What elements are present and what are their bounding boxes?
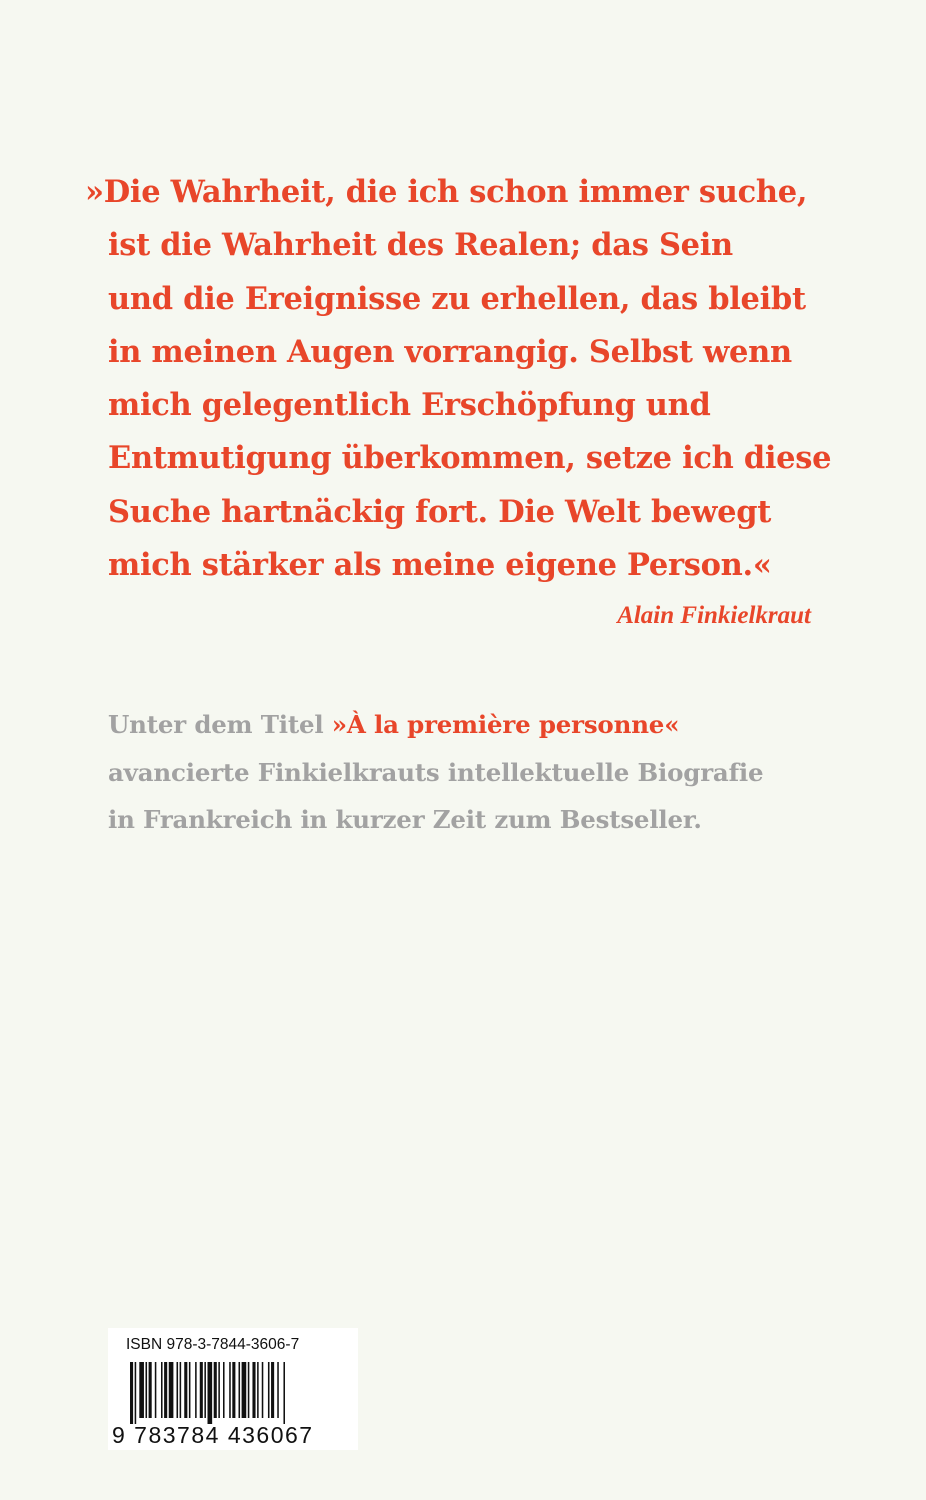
barcode-bar <box>161 1362 163 1418</box>
barcode-bar <box>146 1362 148 1418</box>
barcode-bar <box>200 1362 203 1418</box>
isbn-label: ISBN 978-3-7844-3606-7 <box>126 1336 300 1353</box>
blurb-line-2: avancierte Finkielkrauts intellektuelle Biografie <box>108 757 764 787</box>
quote-line: »Die Wahrheit, die ich schon immer suche, <box>85 174 808 210</box>
barcode-bar <box>257 1362 259 1418</box>
barcode-bar <box>204 1362 206 1418</box>
barcode-bar <box>169 1362 174 1418</box>
barcode-bar <box>164 1362 167 1418</box>
blurb-line-1 <box>108 701 868 749</box>
barcode-bar <box>283 1362 285 1424</box>
barcode-bar <box>195 1362 197 1418</box>
barcode-bar <box>242 1362 247 1418</box>
barcode-bar <box>277 1362 279 1418</box>
barcode-bar <box>135 1362 137 1424</box>
barcode-bar <box>268 1362 270 1418</box>
barcode-bar <box>262 1362 264 1418</box>
quote-line: Entmutigung überkommen, setze ich diese <box>108 440 832 477</box>
barcode-bar <box>214 1362 217 1418</box>
blurb-prefix: Unter dem Titel <box>108 710 332 739</box>
barcode-bar <box>232 1362 235 1418</box>
quote-line: mich stärker als meine eigene Person.« <box>108 547 772 584</box>
barcode-bar <box>229 1362 231 1418</box>
barcode-bar <box>184 1362 187 1418</box>
blurb <box>108 701 868 844</box>
barcode-bar <box>139 1362 144 1418</box>
barcode-box <box>108 1328 358 1450</box>
barcode-digits: 9 783784 436067 <box>112 1422 314 1448</box>
barcode-bar <box>239 1362 241 1418</box>
quote-line: in meinen Augen vorrangig. Selbst wenn <box>108 333 792 370</box>
quote-block <box>85 166 845 592</box>
original-title: »À la première personne« <box>331 710 680 739</box>
barcode-bar <box>180 1362 182 1418</box>
quote-line: ist die Wahrheit des Realen; das Sein <box>108 227 733 264</box>
barcode-bar <box>248 1362 250 1418</box>
barcode-bar <box>189 1362 191 1418</box>
barcode-bar <box>177 1362 179 1418</box>
barcode-bar <box>218 1362 220 1418</box>
quote-line: und die Ereignisse zu erhellen, das bleibt <box>108 280 806 317</box>
quote-line: Suche hartnäckig fort. Die Welt bewegt <box>108 493 772 530</box>
quote-author: Alain Finkielkraut <box>617 602 811 629</box>
blurb-line-3: in Frankreich in kurzer Zeit zum Bestseller. <box>108 805 702 834</box>
barcode-bar <box>155 1362 157 1418</box>
barcode-bar <box>149 1362 152 1418</box>
barcode-bar <box>208 1362 213 1424</box>
quote-line: mich gelegentlich Erschöpfung und <box>108 387 711 424</box>
barcode-bar <box>271 1362 274 1418</box>
barcode-bar <box>252 1362 255 1418</box>
barcode-bar <box>223 1362 225 1418</box>
barcode-bar <box>130 1362 133 1424</box>
